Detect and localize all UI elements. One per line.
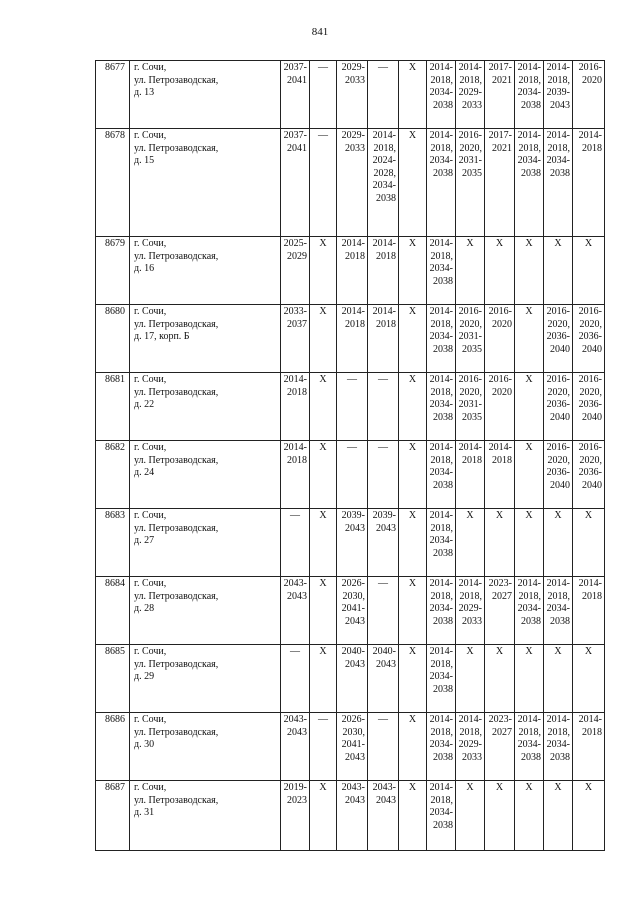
address-city: г. Сочи, (134, 510, 167, 521)
period-cell: 2014- 2018, 2034- 2038 (515, 61, 544, 129)
table-row (96, 373, 605, 441)
period-cell: X (399, 129, 427, 237)
period-cell: — (281, 509, 310, 577)
period-cell: X (485, 781, 515, 851)
period-cell: 2016- 2020 (485, 373, 515, 441)
period-cell: 2014- 2018 (573, 129, 605, 237)
table-row (96, 577, 605, 645)
row-number: 8679 (96, 237, 130, 305)
period-cell: 2014- 2018 (368, 237, 399, 305)
table-row (96, 509, 605, 577)
period-cell: 2014- 2018, 2034- 2038 (427, 441, 456, 509)
address-city: г. Сочи, (134, 578, 167, 589)
address-cell (130, 61, 281, 129)
period-cell: X (515, 305, 544, 373)
address-street: ул. Петрозаводская, (134, 250, 219, 262)
period-cell: 2016- 2020, 2036- 2040 (544, 305, 573, 373)
period-cell: — (368, 577, 399, 645)
address-cell (130, 237, 281, 305)
period-cell: X (485, 237, 515, 305)
address-city: г. Сочи, (134, 714, 167, 725)
period-cell: — (310, 129, 337, 237)
period-cell: X (456, 781, 485, 851)
period-cell: — (368, 713, 399, 781)
period-cell: X (399, 373, 427, 441)
period-cell: X (310, 441, 337, 509)
period-cell: — (368, 61, 399, 129)
address-city: г. Сочи, (134, 130, 167, 141)
period-cell: X (399, 781, 427, 851)
period-cell: X (399, 61, 427, 129)
period-cell: X (310, 577, 337, 645)
address-house: д. 24 (134, 467, 155, 478)
period-cell: X (456, 237, 485, 305)
address-city: г. Сочи, (134, 442, 167, 453)
period-cell: 2014- 2018 (281, 441, 310, 509)
period-cell: 2033- 2037 (281, 305, 310, 373)
address-cell (130, 713, 281, 781)
period-cell: 2026- 2030, 2041- 2043 (337, 577, 368, 645)
period-cell: 2014- 2018 (368, 305, 399, 373)
period-cell: 2016- 2020, 2036- 2040 (573, 441, 605, 509)
address-house: д. 16 (134, 263, 155, 274)
period-cell: 2014- 2018, 2034- 2038 (427, 713, 456, 781)
table-row (96, 305, 605, 373)
address-cell (130, 645, 281, 713)
period-cell: 2014- 2018, 2034- 2038 (427, 509, 456, 577)
address-house: д. 29 (134, 671, 155, 682)
row-number: 8685 (96, 645, 130, 713)
row-number: 8684 (96, 577, 130, 645)
period-cell: 2014- 2018, 2034- 2038 (544, 129, 573, 237)
page-number: 841 (311, 26, 329, 38)
period-cell: X (515, 781, 544, 851)
address-cell (130, 781, 281, 851)
period-cell: X (310, 373, 337, 441)
address-house: д. 17, корп. Б (134, 331, 190, 342)
table-row (96, 129, 605, 237)
period-cell: 2019- 2023 (281, 781, 310, 851)
period-cell: 2016- 2020, 2031- 2035 (456, 305, 485, 373)
address-house: д. 27 (134, 535, 155, 546)
period-cell: X (399, 509, 427, 577)
period-cell: X (544, 781, 573, 851)
address-house: д. 15 (134, 155, 155, 166)
period-cell: X (399, 713, 427, 781)
period-cell: — (368, 441, 399, 509)
period-cell: X (544, 645, 573, 713)
address-cell (130, 441, 281, 509)
period-cell: 2014- 2018, 2034- 2038 (427, 781, 456, 851)
period-cell: 2016- 2020 (485, 305, 515, 373)
address-city: г. Сочи, (134, 306, 167, 317)
address-street: ул. Петрозаводская, (134, 386, 219, 398)
period-cell: X (515, 509, 544, 577)
period-cell: — (368, 373, 399, 441)
period-cell: X (573, 645, 605, 713)
period-cell: 2016- 2020, 2036- 2040 (544, 373, 573, 441)
address-street: ул. Петрозаводская, (134, 74, 219, 86)
period-cell: — (310, 61, 337, 129)
address-city: г. Сочи, (134, 238, 167, 249)
table-row (96, 237, 605, 305)
address-city: г. Сочи, (134, 374, 167, 385)
row-number: 8687 (96, 781, 130, 851)
period-cell: 2043- 2043 (281, 577, 310, 645)
table-row (96, 713, 605, 781)
table-row (96, 781, 605, 851)
period-cell: 2039- 2043 (337, 509, 368, 577)
period-cell: — (310, 713, 337, 781)
period-cell: X (573, 237, 605, 305)
period-cell: X (573, 509, 605, 577)
period-cell: 2016- 2020, 2036- 2040 (573, 305, 605, 373)
period-cell: 2017- 2021 (485, 61, 515, 129)
period-cell: 2014- 2018 (573, 713, 605, 781)
period-cell: 2016- 2020, 2031- 2035 (456, 373, 485, 441)
address-house: д. 22 (134, 399, 155, 410)
address-city: г. Сочи, (134, 646, 167, 657)
address-city: г. Сочи, (134, 62, 167, 73)
period-cell: X (456, 509, 485, 577)
period-cell: X (310, 305, 337, 373)
period-cell: 2014- 2018, 2034- 2038 (427, 129, 456, 237)
row-number: 8678 (96, 129, 130, 237)
period-cell: 2040- 2043 (368, 645, 399, 713)
period-cell: 2016- 2020, 2036- 2040 (544, 441, 573, 509)
period-cell: 2016- 2020 (573, 61, 605, 129)
period-cell: X (310, 237, 337, 305)
address-house: д. 28 (134, 603, 155, 614)
table-row (96, 645, 605, 713)
period-cell: X (399, 237, 427, 305)
period-cell: 2025- 2029 (281, 237, 310, 305)
period-cell: 2014- 2018, 2034- 2038 (427, 61, 456, 129)
period-cell: X (310, 509, 337, 577)
period-cell: 2014- 2018 (337, 237, 368, 305)
period-cell: 2023- 2027 (485, 577, 515, 645)
period-cell: 2014- 2018 (573, 577, 605, 645)
period-cell: 2014- 2018, 2039- 2043 (544, 61, 573, 129)
address-street: ул. Петрозаводская, (134, 658, 219, 670)
address-cell (130, 305, 281, 373)
period-cell: 2029- 2033 (337, 61, 368, 129)
period-cell: X (310, 645, 337, 713)
address-street: ул. Петрозаводская, (134, 590, 219, 602)
period-cell: X (485, 509, 515, 577)
address-cell (130, 373, 281, 441)
period-cell: 2014- 2018, 2034- 2038 (427, 373, 456, 441)
housing-repair-schedule-table (95, 60, 605, 851)
period-cell: X (544, 509, 573, 577)
period-cell: 2014- 2018, 2034- 2038 (427, 305, 456, 373)
period-cell: X (515, 237, 544, 305)
row-number: 8682 (96, 441, 130, 509)
address-house: д. 31 (134, 807, 155, 818)
period-cell: 2014- 2018, 2034- 2038 (427, 577, 456, 645)
period-cell: 2014- 2018, 2034- 2038 (427, 237, 456, 305)
period-cell: 2014- 2018, 2024- 2028, 2034- 2038 (368, 129, 399, 237)
address-street: ул. Петрозаводская, (134, 726, 219, 738)
row-number: 8677 (96, 61, 130, 129)
period-cell: 2016- 2020, 2036- 2040 (573, 373, 605, 441)
period-cell: X (515, 441, 544, 509)
period-cell: 2037- 2041 (281, 129, 310, 237)
row-number: 8686 (96, 713, 130, 781)
address-street: ул. Петрозаводская, (134, 142, 219, 154)
row-number: 8683 (96, 509, 130, 577)
address-cell (130, 577, 281, 645)
table-row (96, 441, 605, 509)
address-house: д. 30 (134, 739, 155, 750)
period-cell: 2016- 2020, 2031- 2035 (456, 129, 485, 237)
period-cell: 2014- 2018, 2034- 2038 (515, 577, 544, 645)
period-cell: X (573, 781, 605, 851)
period-cell: 2043- 2043 (337, 781, 368, 851)
address-street: ул. Петрозаводская, (134, 454, 219, 466)
period-cell: X (399, 441, 427, 509)
address-cell (130, 129, 281, 237)
period-cell: — (337, 441, 368, 509)
period-cell: X (310, 781, 337, 851)
period-cell: 2029- 2033 (337, 129, 368, 237)
period-cell: — (337, 373, 368, 441)
period-cell: 2037- 2041 (281, 61, 310, 129)
period-cell: 2043- 2043 (368, 781, 399, 851)
period-cell: 2014- 2018, 2029- 2033 (456, 577, 485, 645)
row-number: 8680 (96, 305, 130, 373)
period-cell: 2023- 2027 (485, 713, 515, 781)
address-city: г. Сочи, (134, 782, 167, 793)
period-cell: X (399, 305, 427, 373)
period-cell: X (456, 645, 485, 713)
table-body (96, 61, 605, 851)
period-cell: X (515, 373, 544, 441)
address-cell (130, 509, 281, 577)
period-cell: 2014- 2018 (485, 441, 515, 509)
period-cell: 2040- 2043 (337, 645, 368, 713)
period-cell: 2014- 2018, 2034- 2038 (544, 577, 573, 645)
period-cell: 2043- 2043 (281, 713, 310, 781)
address-street: ул. Петрозаводская, (134, 522, 219, 534)
period-cell: 2014- 2018, 2034- 2038 (544, 713, 573, 781)
period-cell: 2014- 2018, 2029- 2033 (456, 61, 485, 129)
address-street: ул. Петрозаводская, (134, 318, 219, 330)
period-cell: X (515, 645, 544, 713)
period-cell: 2014- 2018 (281, 373, 310, 441)
period-cell: X (399, 577, 427, 645)
table-row (96, 61, 605, 129)
address-house: д. 13 (134, 87, 155, 98)
period-cell: 2014- 2018, 2029- 2033 (456, 713, 485, 781)
period-cell: 2014- 2018, 2034- 2038 (427, 645, 456, 713)
period-cell: 2014- 2018 (456, 441, 485, 509)
period-cell: — (281, 645, 310, 713)
period-cell: 2039- 2043 (368, 509, 399, 577)
period-cell: 2026- 2030, 2041- 2043 (337, 713, 368, 781)
address-street: ул. Петрозаводская, (134, 794, 219, 806)
period-cell: X (399, 645, 427, 713)
period-cell: X (485, 645, 515, 713)
row-number: 8681 (96, 373, 130, 441)
period-cell: X (544, 237, 573, 305)
period-cell: 2014- 2018, 2034- 2038 (515, 713, 544, 781)
period-cell: 2017- 2021 (485, 129, 515, 237)
period-cell: 2014- 2018 (337, 305, 368, 373)
period-cell: 2014- 2018, 2034- 2038 (515, 129, 544, 237)
